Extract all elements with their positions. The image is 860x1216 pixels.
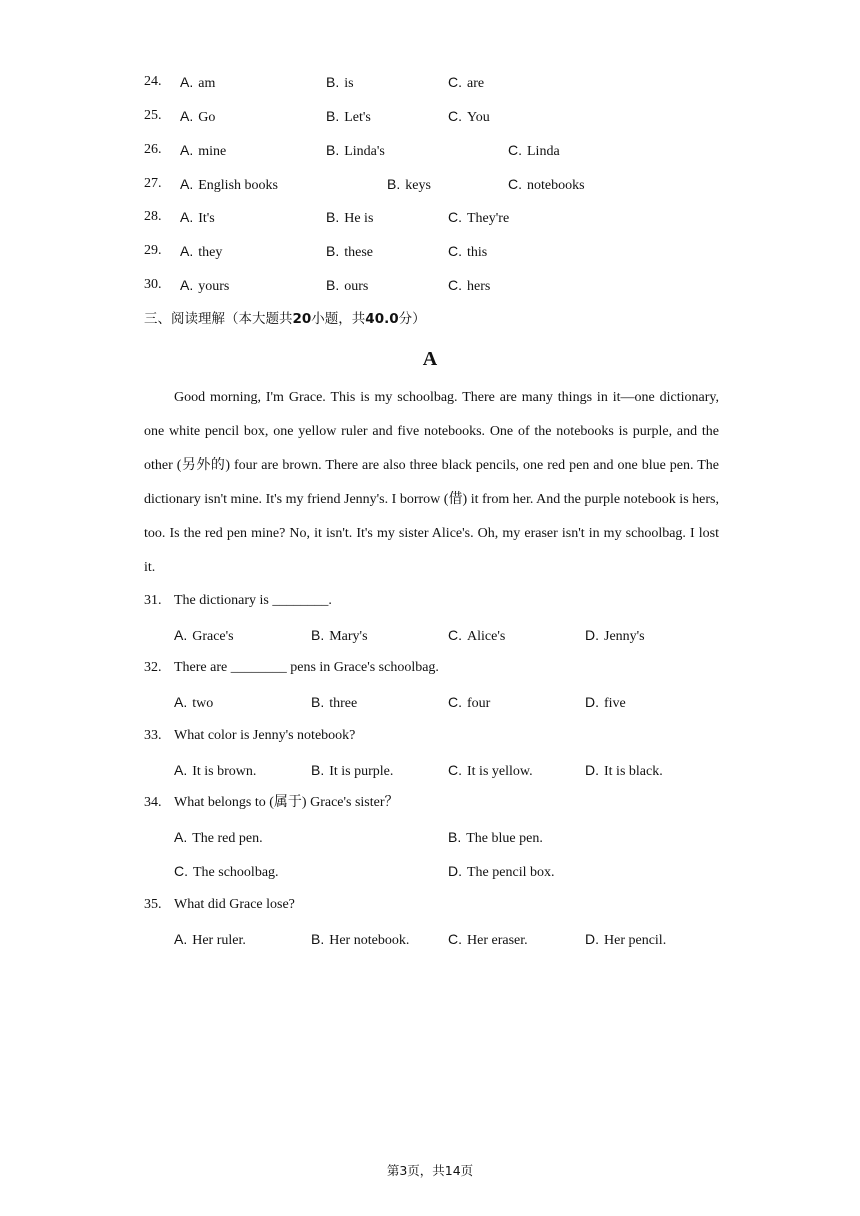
- question-number: 25.: [144, 108, 162, 123]
- question-33-options: [0, 759, 860, 781]
- question-stem: What color is Jenny's notebook?: [174, 728, 356, 743]
- question-number: 26.: [144, 142, 162, 157]
- question-32-options: [0, 691, 860, 713]
- option-b: B. He is: [326, 209, 374, 226]
- question-27: [0, 173, 860, 195]
- option-a: A. two: [174, 694, 214, 711]
- option-b: B. Let's: [326, 108, 371, 125]
- option-b: B. Her notebook.: [311, 931, 410, 948]
- question-31: [0, 590, 860, 612]
- option-a: A. am: [180, 74, 216, 91]
- question-stem: What did Grace lose?: [174, 897, 295, 912]
- question-number: 29.: [144, 243, 162, 258]
- question-28: [0, 206, 860, 228]
- option-b: B. Linda's: [326, 142, 385, 159]
- option-a: A. yours: [180, 277, 230, 294]
- option-a: A. they: [180, 243, 223, 260]
- option-b: B. ours: [326, 277, 369, 294]
- question-number: 28.: [144, 209, 162, 224]
- question-stem: There are ________ pens in Grace's schoolbag.: [174, 660, 439, 675]
- question-24: [0, 71, 860, 93]
- option-c: C. You: [448, 108, 490, 125]
- option-d: D. The pencil box.: [448, 863, 555, 880]
- option-a: A. It's: [180, 209, 215, 226]
- option-a: A. Grace's: [174, 627, 234, 644]
- question-stem: The dictionary is ________.: [174, 593, 332, 608]
- option-a: A. The red pen.: [174, 829, 263, 846]
- question-29: [0, 240, 860, 262]
- option-c: C. Linda: [508, 142, 560, 159]
- option-a: A. Go: [180, 108, 216, 125]
- question-33: [0, 725, 860, 747]
- option-b: B. Mary's: [311, 627, 368, 644]
- option-c: C. are: [448, 74, 485, 91]
- option-a: A. mine: [180, 142, 227, 159]
- option-b: B. is: [326, 74, 354, 91]
- question-number: 24.: [144, 74, 162, 89]
- question-number: 35.: [144, 897, 162, 912]
- option-b: B. keys: [387, 176, 431, 193]
- option-c: C. It is yellow.: [448, 762, 533, 779]
- option-d: D. Jenny's: [585, 627, 645, 644]
- question-26: [0, 139, 860, 161]
- option-b: B. The blue pen.: [448, 829, 543, 846]
- passage-title: A: [422, 348, 438, 370]
- question-number: 27.: [144, 176, 162, 191]
- option-c: C. four: [448, 694, 491, 711]
- question-31-options: [0, 624, 860, 646]
- question-stem: What belongs to (属于) Grace's sister？: [174, 795, 399, 810]
- option-c: C. Her eraser.: [448, 931, 528, 948]
- question-32: [0, 657, 860, 679]
- question-number: 30.: [144, 277, 162, 292]
- question-30: [0, 274, 860, 296]
- option-c: C. this: [448, 243, 488, 260]
- page-footer: 第3页，共14页: [386, 1163, 474, 1178]
- option-a: A. It is brown.: [174, 762, 257, 779]
- option-b: B. It is purple.: [311, 762, 394, 779]
- option-a: A. Her ruler.: [174, 931, 246, 948]
- option-c: C. The schoolbag.: [174, 863, 279, 880]
- option-c: C. hers: [448, 277, 491, 294]
- option-b: B. three: [311, 694, 358, 711]
- option-b: B. these: [326, 243, 373, 260]
- passage-text: Good morning, I'm Grace. This is my schoolbag. There are many things in it—one dictionary, one white pencil box, one yellow ruler and five notebooks. One of the notebooks is purple, and the other (另外的) four are brown. There are also three black pencils, one red pen and one blue pen. The dictionary isn't mine. It's my friend Jenny's. I borrow (借) it from her. And the purple notebook is hers, too. Is the red pen mine? No, it isn't. It's my sister Alice's. Oh, my eraser isn't in my schoolbag. I lost it.: [144, 390, 719, 575]
- question-34: [0, 792, 860, 814]
- option-c: C. notebooks: [508, 176, 585, 193]
- option-d: D. Her pencil.: [585, 931, 667, 948]
- question-34-options-row1: [0, 826, 860, 848]
- question-number: 33.: [144, 728, 162, 743]
- question-25: [0, 105, 860, 127]
- section-heading: 三、阅读理解（本大题共20小题，共40.0分）: [144, 311, 426, 327]
- option-d: D. It is black.: [585, 762, 663, 779]
- option-a: A. English books: [180, 176, 278, 193]
- option-c: C. They're: [448, 209, 510, 226]
- question-number: 31.: [144, 593, 162, 608]
- question-number: 32.: [144, 660, 162, 675]
- question-number: 34.: [144, 795, 162, 810]
- question-35: [0, 894, 860, 916]
- question-35-options: [0, 928, 860, 950]
- option-c: C. Alice's: [448, 627, 506, 644]
- option-d: D. five: [585, 694, 626, 711]
- question-34-options-row2: [0, 860, 860, 882]
